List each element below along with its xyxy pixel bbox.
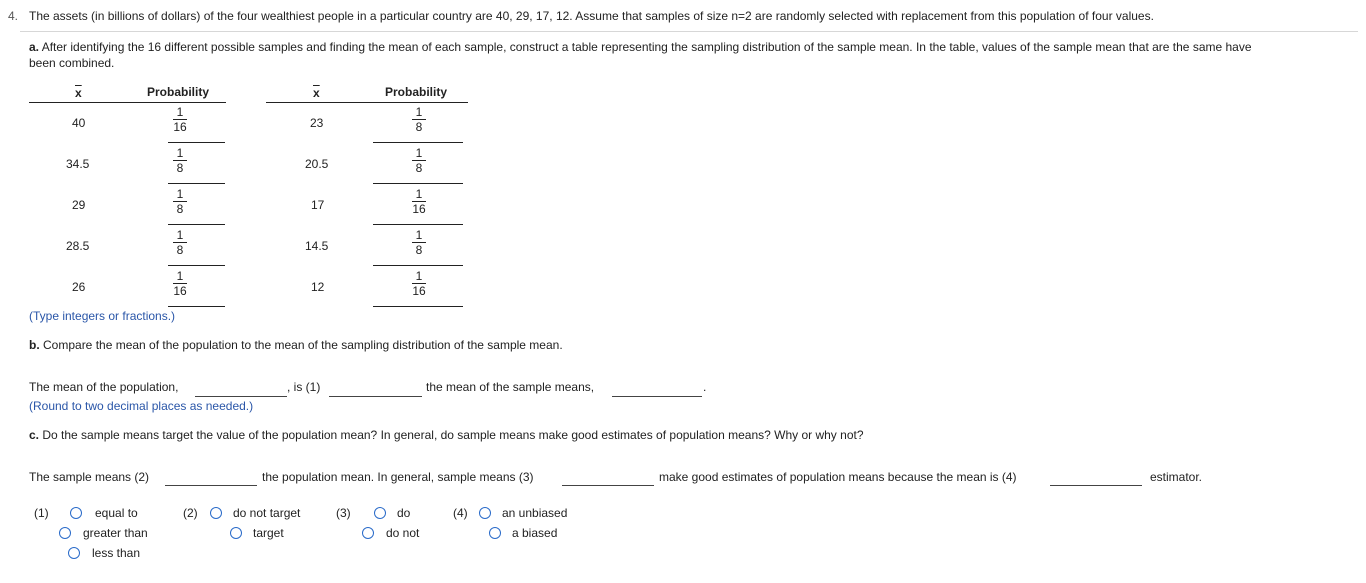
x-value: 12 — [311, 280, 325, 294]
header-rule — [29, 102, 226, 103]
part-b-text: b. Compare the mean of the population to the mean of the sampling distribution of the sample mean. — [29, 338, 563, 352]
radio-do-not[interactable] — [362, 527, 374, 539]
population-mean-input[interactable] — [195, 396, 287, 397]
is-label: , is (1) — [287, 380, 321, 394]
option-label[interactable]: do not — [386, 526, 420, 540]
answer-underline — [168, 265, 225, 266]
answer-underline — [168, 142, 225, 143]
probability-fraction[interactable]: 1 8 — [399, 147, 439, 174]
population-mean-label: The mean of the population, — [29, 380, 179, 394]
option-group-label: (3) — [336, 506, 351, 520]
col-x-header: $\overline{x}$ — [313, 86, 320, 100]
answer-underline — [168, 183, 225, 184]
option-label[interactable]: equal to — [95, 506, 138, 520]
radio-a-biased[interactable] — [489, 527, 501, 539]
x-value: 40 — [72, 116, 86, 130]
probability-fraction[interactable]: 1 8 — [160, 147, 200, 174]
sentence-period: . — [703, 380, 707, 394]
part-a-text: a. After identifying the 16 different possible samples and finding the mean of each sample, construct a table representing the sampling distribution of the sample mean. In the table, values of the sample mean that are the same have — [29, 40, 1252, 54]
col-probability-header: Probability — [147, 85, 210, 99]
radio-target[interactable] — [230, 527, 242, 539]
question-number: 4. — [8, 9, 19, 23]
question-stem: The assets (in billions of dollars) of the four wealthiest people in a particular country are 40, 29, 17, 12. Assume that samples of size n=2 are randomly selected with replacement from this population of four values. — [29, 9, 1154, 23]
radio-greater-than[interactable] — [59, 527, 71, 539]
x-value: 28.5 — [66, 239, 90, 253]
probability-fraction[interactable]: 1 16 — [173, 105, 187, 134]
sentence-part-1: The sample means (2) — [29, 470, 150, 484]
part-c-text: c. Do the sample means target the value of the population mean? In general, do sample means make good estimates of population means? Why or why not? — [29, 428, 864, 442]
part-a-text-line2: been combined. — [29, 56, 115, 70]
x-value: 17 — [311, 198, 325, 212]
part-b-hint: (Round to two decimal places as needed.) — [29, 399, 254, 413]
x-value: 29 — [72, 198, 86, 212]
probability-fraction[interactable]: 1 8 — [399, 106, 439, 133]
dropdown-blank-2[interactable] — [165, 485, 257, 486]
radio-an-unbiased[interactable] — [479, 507, 491, 519]
probability-fraction[interactable]: 1 16 — [412, 269, 426, 298]
probability-fraction[interactable]: 1 8 — [160, 188, 200, 215]
answer-underline — [373, 183, 463, 184]
radio-less-than[interactable] — [68, 547, 80, 559]
answer-underline — [168, 224, 225, 225]
option-label[interactable]: target — [253, 526, 284, 540]
dropdown-blank-4[interactable] — [1050, 485, 1142, 486]
answer-underline — [373, 224, 463, 225]
option-label[interactable]: an unbiased — [502, 506, 568, 520]
dropdown-blank-3[interactable] — [562, 485, 654, 486]
x-value: 14.5 — [305, 239, 329, 253]
sentence-part-4: estimator. — [1150, 470, 1203, 484]
answer-underline — [373, 142, 463, 143]
dropdown-blank-1[interactable] — [329, 396, 422, 397]
option-group-label: (2) — [183, 506, 198, 520]
header-rule — [266, 102, 468, 103]
divider — [20, 31, 1358, 32]
option-label[interactable]: greater than — [83, 526, 148, 540]
probability-fraction[interactable]: 1 16 — [173, 269, 187, 298]
x-value: 34.5 — [66, 157, 90, 171]
sentence-part-3: make good estimates of population means because the mean is (4) — [659, 470, 1017, 484]
option-label[interactable]: less than — [92, 546, 141, 560]
sentence-part-2: the population mean. In general, sample means (3) — [262, 470, 534, 484]
part-a-hint: (Type integers or fractions.) — [29, 309, 176, 323]
option-group-label: (1) — [34, 506, 49, 520]
probability-fraction[interactable]: 1 8 — [399, 229, 439, 256]
radio-equal-to[interactable] — [70, 507, 82, 519]
answer-underline — [373, 265, 463, 266]
option-label[interactable]: do — [397, 506, 411, 520]
option-label[interactable]: do not target — [233, 506, 301, 520]
answer-underline — [168, 306, 225, 307]
col-probability-header: Probability — [385, 85, 448, 99]
sample-means-mean-input[interactable] — [612, 396, 702, 397]
option-group-label: (4) — [453, 506, 468, 520]
probability-fraction[interactable]: 1 8 — [160, 229, 200, 256]
sample-means-label: the mean of the sample means, — [426, 380, 595, 394]
probability-fraction[interactable]: 1 16 — [412, 187, 426, 216]
x-value: 23 — [310, 116, 324, 130]
option-label[interactable]: a biased — [512, 526, 558, 540]
x-value: 26 — [72, 280, 86, 294]
radio-do-not-target[interactable] — [210, 507, 222, 519]
x-value: 20.5 — [305, 157, 329, 171]
radio-do[interactable] — [374, 507, 386, 519]
answer-underline — [373, 306, 463, 307]
col-x-header: $\overline{x}$ — [75, 86, 82, 100]
